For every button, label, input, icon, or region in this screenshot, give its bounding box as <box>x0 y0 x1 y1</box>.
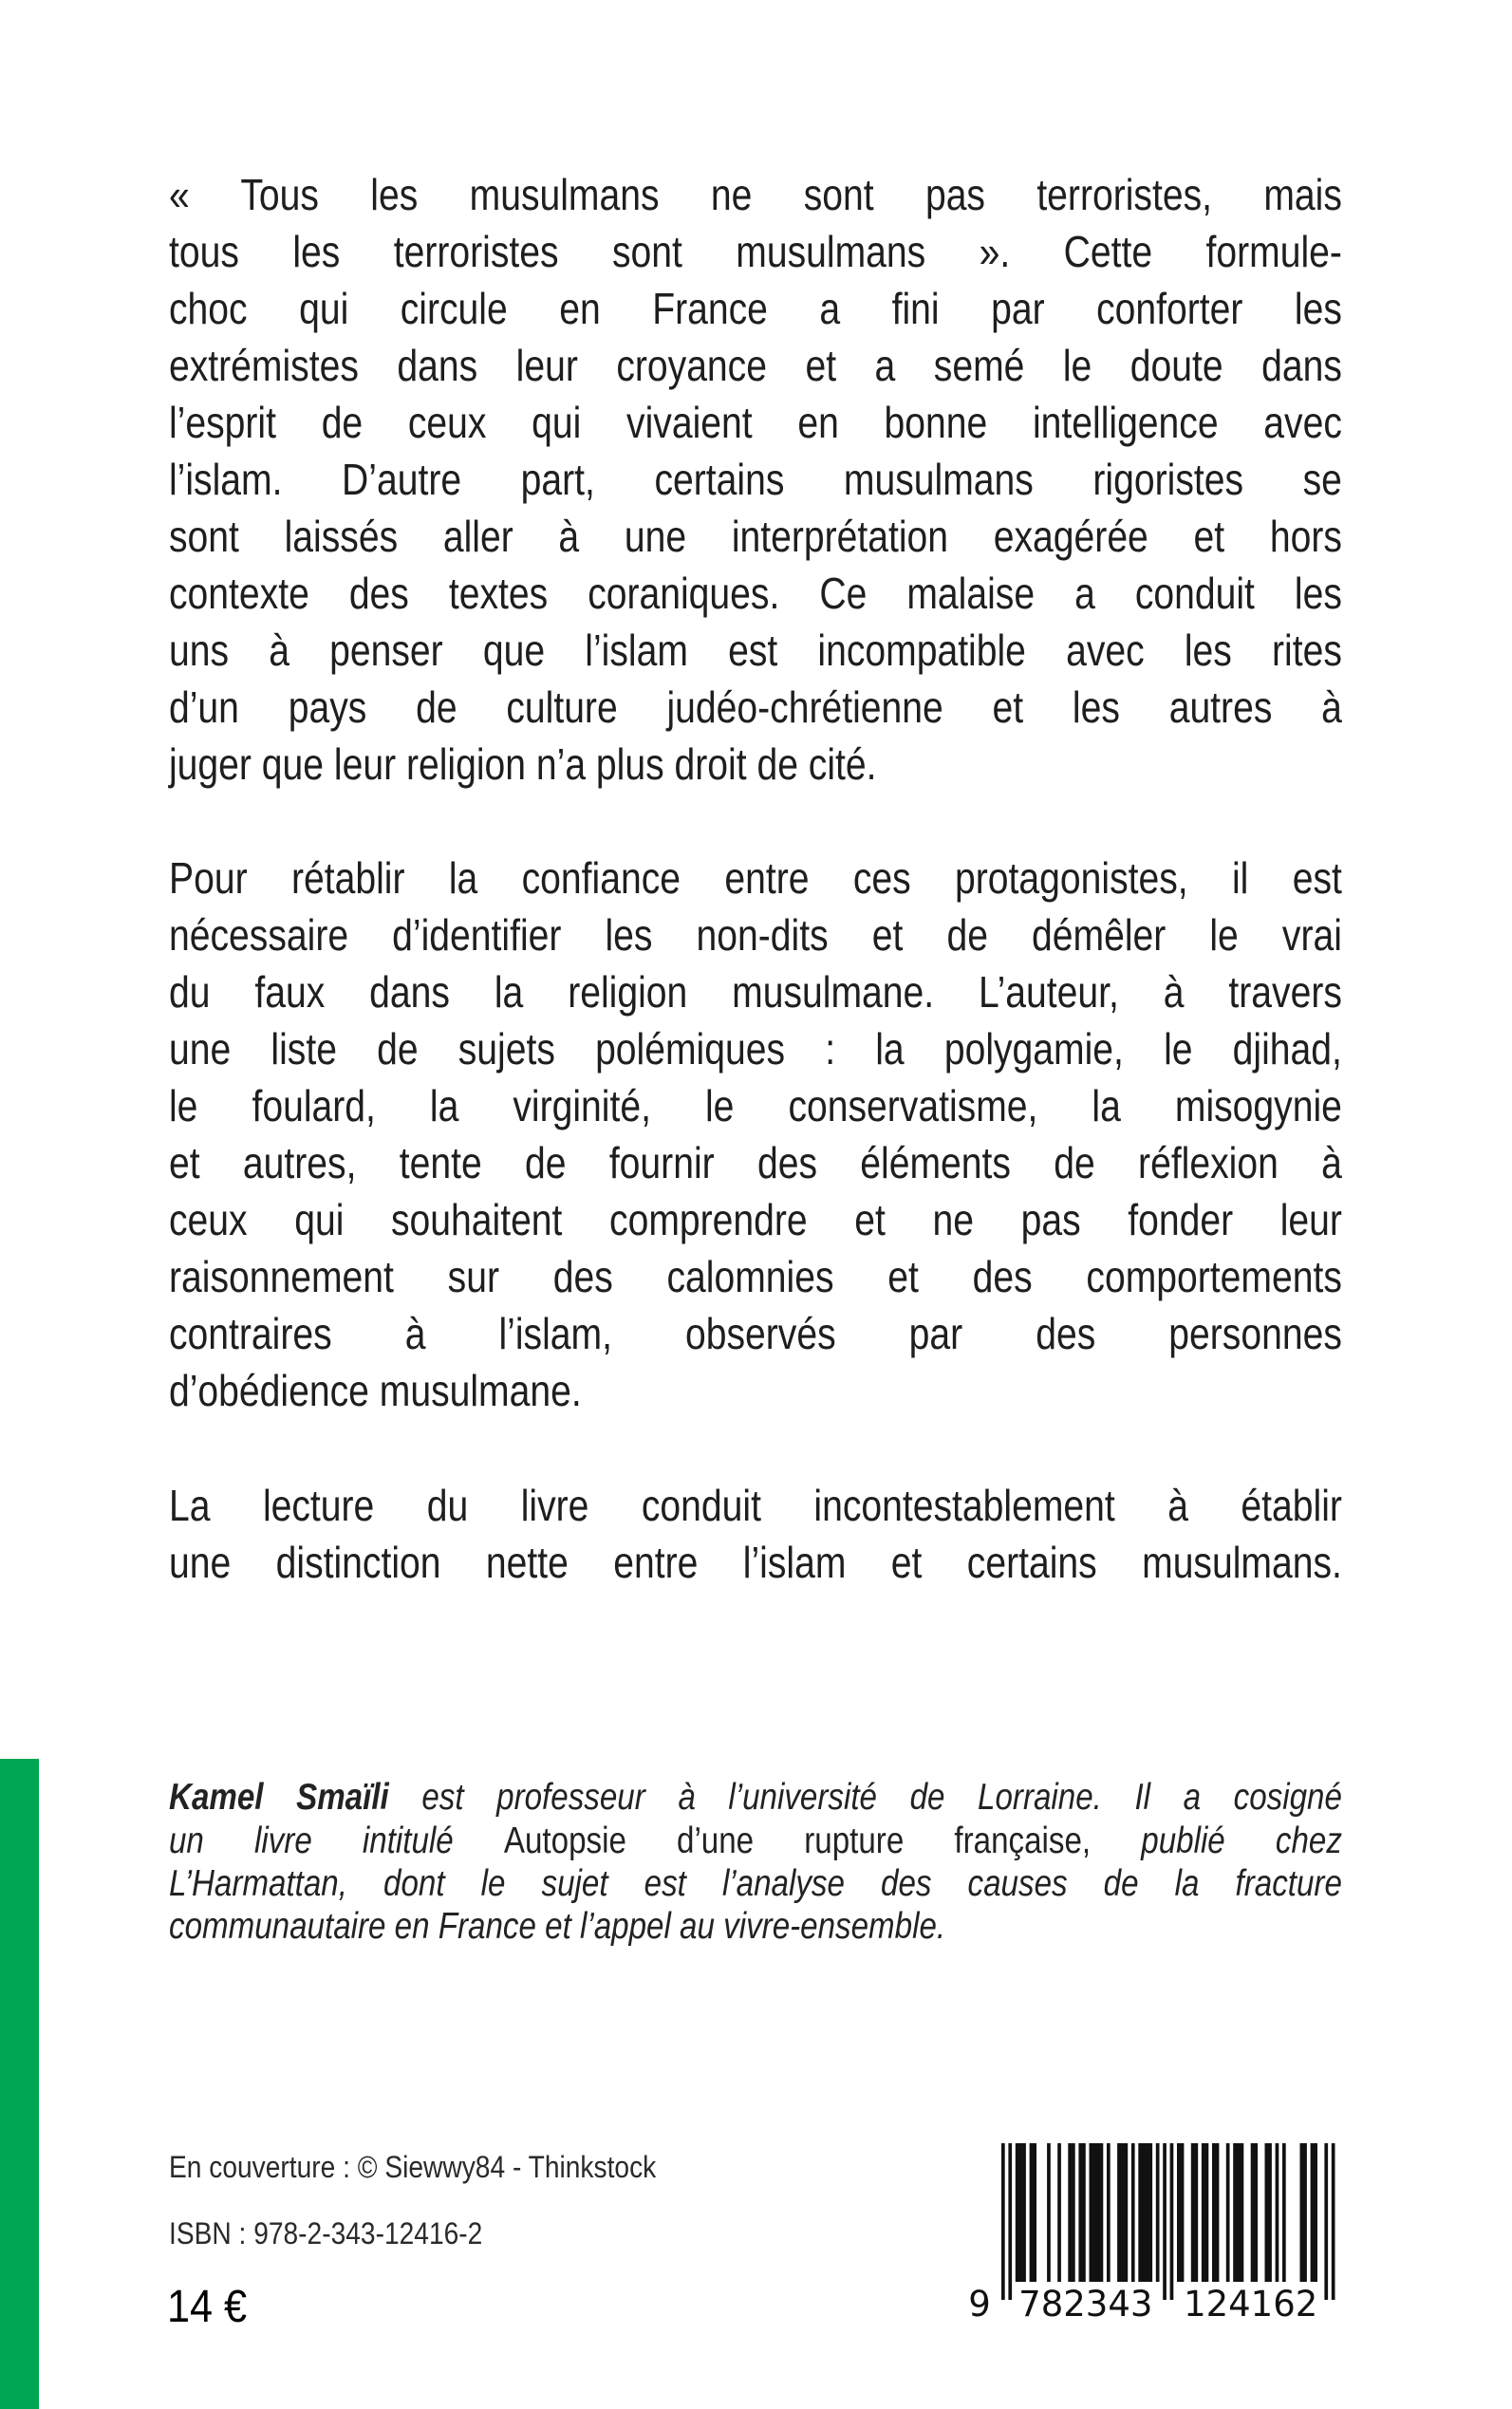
bio-text: publié chez <box>1091 1821 1342 1861</box>
paragraph-line: du faux dans la religion musulmane. L’auteur, à travers <box>169 967 1342 1017</box>
ean13-barcode <box>968 2143 1348 2324</box>
cover-photo-credit: En couverture : © Siewwy84 - Thinkstock <box>169 2150 657 2184</box>
book-title-reference: Autopsie d’une rupture française, <box>503 1821 1092 1861</box>
paragraph-line: l’islam. D’autre part, certains musulmans rigoristes se <box>169 455 1342 504</box>
green-spine-accent-bar <box>0 1759 39 2409</box>
isbn-label: ISBN : 978-2-343-12416-2 <box>169 2216 483 2250</box>
svg-text:782343: 782343 <box>1018 2284 1153 2324</box>
paragraph-line: « Tous les musulmans ne sont pas terroristes, mais <box>169 170 1342 219</box>
paragraph-line: une liste de sujets polémiques : la polygamie, le djihad, <box>169 1024 1342 1074</box>
bio-line <box>169 1779 1342 1816</box>
paragraph-line: l’esprit de ceux qui vivaient en bonne intelligence avec <box>169 398 1342 447</box>
author-name: Kamel Smaïli <box>169 1777 389 1818</box>
paragraph-line: contraires à l’islam, observés par des personnes <box>169 1309 1342 1358</box>
paragraph-line: sont laissés aller à une interprétation exagérée et hors <box>169 512 1342 561</box>
bio-line: L’Harmattan, dont le sujet est l’analyse des causes de la fracture <box>169 1863 1342 1904</box>
bio-text: est professeur à l’université de Lorraine. Il a cosigné <box>388 1777 1342 1818</box>
paragraph-line: juger que leur religion n’a plus droit de cité. <box>169 739 877 789</box>
paragraph-line: une distinction nette entre l’islam et certains musulmans. <box>169 1538 1342 1587</box>
paragraph-line: choc qui circule en France a fini par conforter les <box>169 284 1342 333</box>
bio-line <box>169 1822 1342 1859</box>
price-label: 14 € <box>167 2282 248 2332</box>
paragraph-line: d’un pays de culture judéo-chrétienne et les autres à <box>169 682 1342 732</box>
paragraph-line: le foulard, la virginité, le conservatisme, la misogynie <box>169 1081 1342 1130</box>
paragraph-line: tous les terroristes sont musulmans ». Cette formule- <box>169 227 1342 276</box>
paragraph-line: ceux qui souhaitent comprendre et ne pas fonder leur <box>169 1195 1342 1244</box>
paragraph-line: contexte des textes coraniques. Ce malaise a conduit les <box>169 569 1342 618</box>
paragraph-line: La lecture du livre conduit incontestablement à établir <box>169 1481 1342 1530</box>
bio-text: un livre intitulé <box>169 1821 504 1861</box>
paragraph-line: extrémistes dans leur croyance et a semé le doute dans <box>169 341 1342 390</box>
paragraph-line: Pour rétablir la confiance entre ces protagonistes, il est <box>169 853 1342 903</box>
bio-line: communautaire en France et l’appel au vivre-ensemble. <box>169 1906 946 1947</box>
paragraph-line: et autres, tente de fournir des éléments de réflexion à <box>169 1138 1342 1187</box>
svg-text:9: 9 <box>968 2284 991 2324</box>
paragraph-line: nécessaire d’identifier les non-dits et de démêler le vrai <box>169 910 1342 960</box>
paragraph-line: uns à penser que l’islam est incompatible avec les rites <box>169 626 1342 675</box>
paragraph-line: d’obédience musulmane. <box>169 1366 582 1415</box>
barcode-graphic <box>968 2143 1348 2324</box>
svg-text:124162: 124162 <box>1184 2284 1318 2324</box>
paragraph-line: raisonnement sur des calomnies et des comportements <box>169 1252 1342 1301</box>
